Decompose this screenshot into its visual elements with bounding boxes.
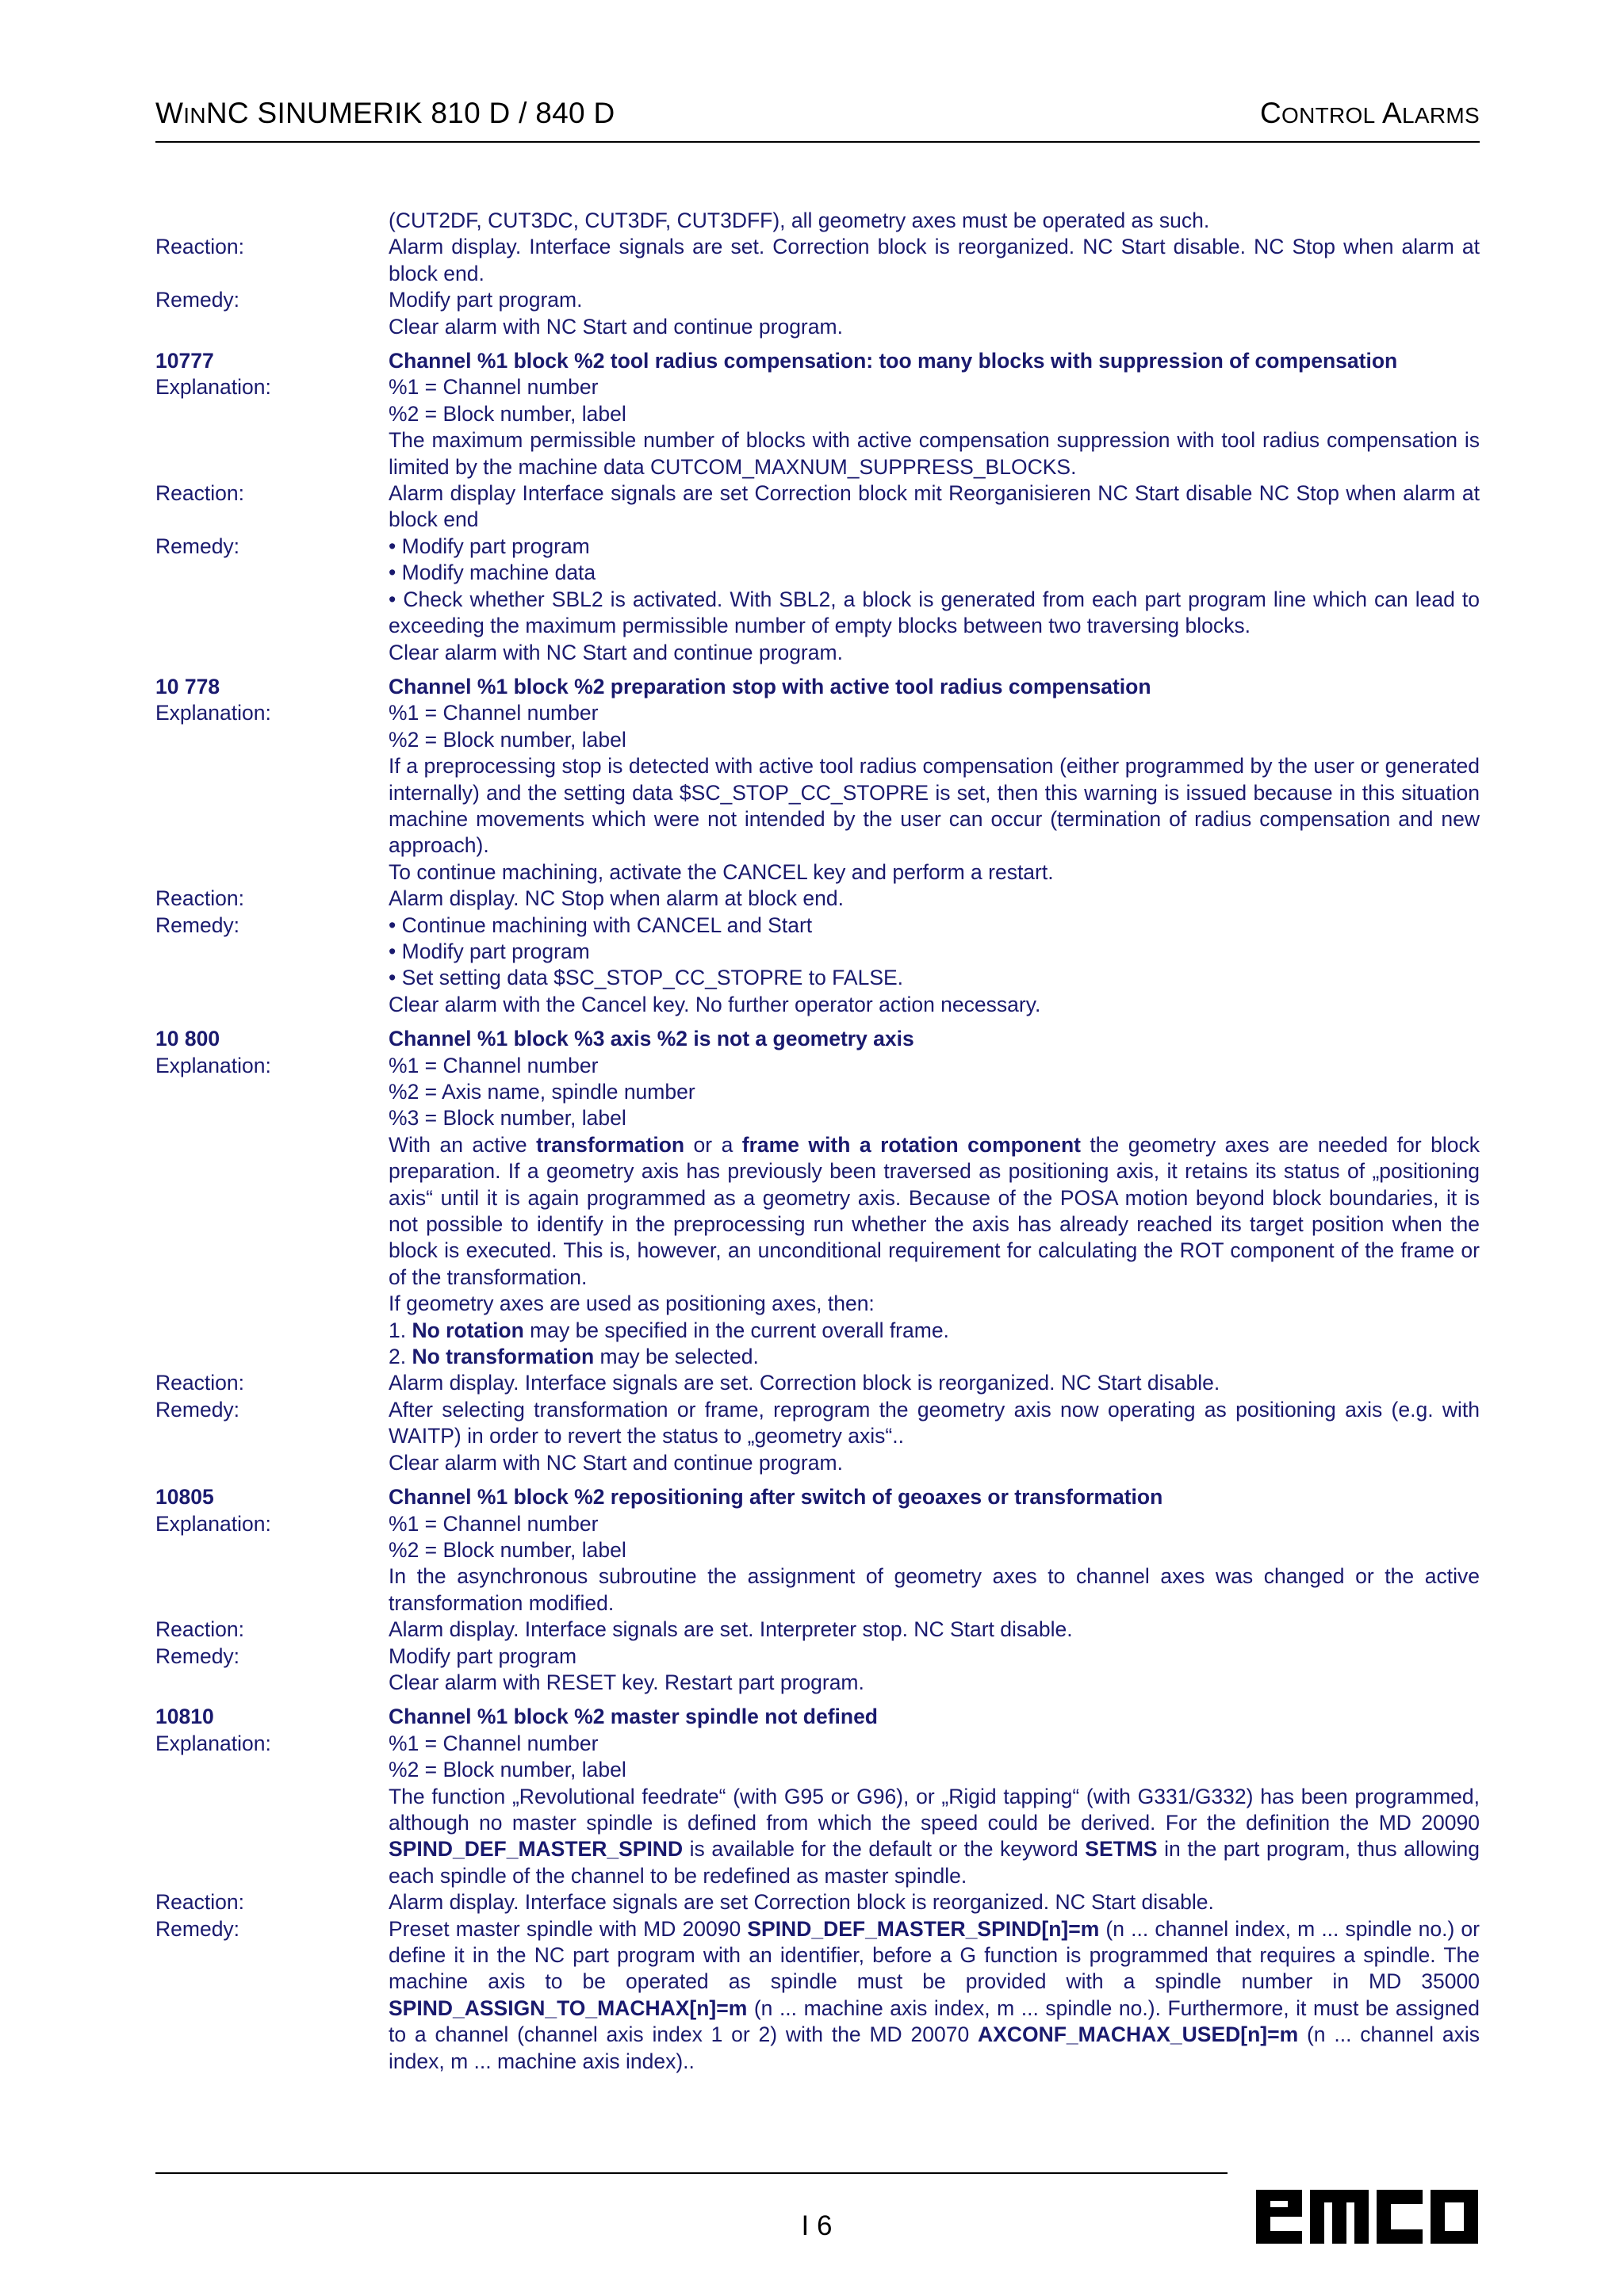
- alarm-title: Channel %1 block %2 repositioning after switch of geoaxes or transformation: [389, 1485, 1163, 1510]
- alarm-heading: [155, 1026, 1480, 1052]
- alarm-heading: [155, 1704, 1480, 1730]
- alarm-entry: [155, 1026, 1480, 1476]
- reaction-row: Reaction: Alarm display. Interface signals are set Correction block is reorganized. NC Start disable.: [155, 1890, 1214, 1915]
- explanation-row: Explanation: %1 = Channel number %2 = Block number, label The function „Revolutional feedrate“ (with G95 or G96), or „Rigid tapping“ (with G331/G332) has been programmed, although no master spindle is defined from which the speed could be derived. For the definition the MD 20090 SPIND_DEF_MASTER_SPIND is available for the default or the keyword SETMS in the part program, thus allowing each spindle of the channel to be redefined as master spindle.: [155, 1731, 1480, 1888]
- alarm-title: Channel %1 block %2 master spindle not defined: [389, 1705, 878, 1729]
- alarm-entry: [155, 348, 1480, 666]
- continuation-row: [155, 208, 1480, 234]
- alarm-entry: [155, 1704, 1480, 2075]
- explanation-row: Explanation: %1 = Channel number %2 = Axis name, spindle number %3 = Block number, label With an active transformation or a frame with a rotation component the geometry axes are needed for block preparation. If a geometry axis has previously been traversed as positioning axis, it retains its status of „positioning axis“ until it is again programmed as a geometry axis. Because of the POSA motion beyond block boundaries, it is not possible to identify in the preprocessing run whether the axis has already reached its target position when the block is executed. This is, however, an unconditional requirement for calculating the ROT component of the frame or of the transformation. If geometry axes are used as positioning axes, then: 1. No rotation may be specified in the current overall frame. 2. No transformation may be selected.: [155, 1053, 1480, 1369]
- remedy-row: Remedy: After selecting transformation or frame, reprogram the geometry axis now operating as positioning axis (e.g. with WAITP) in order to revert the status to „geometry axis“.. Clear alarm with NC Start and continue program.: [155, 1397, 1480, 1475]
- remedy-row: Remedy: Modify part program. Clear alarm with NC Start and continue program.: [155, 288, 843, 339]
- footer-divider: [155, 2172, 1228, 2174]
- section-title: CONTROL ALARMS: [1259, 97, 1480, 129]
- explanation-row: Explanation: %1 = Channel number %2 = Block number, label The maximum permissible number of blocks with active compensation suppression with tool radius compensation is limited by the machine data CUTCOM_MAXNUM_SUPPRESS_BLOCKS.: [155, 375, 1480, 479]
- alarm-title: Channel %1 block %2 tool radius compensation: too many blocks with suppression of compensation: [389, 349, 1398, 373]
- alarm-title: Channel %1 block %2 preparation stop with active tool radius compensation: [389, 674, 1151, 698]
- remedy-row: Remedy: Modify part program Clear alarm with RESET key. Restart part program.: [155, 1644, 864, 1694]
- alarm-heading: [155, 674, 1480, 700]
- alarm-number: 10 800: [155, 1027, 220, 1051]
- alarm-number: 10777: [155, 349, 214, 373]
- alarm-entry: [155, 674, 1480, 1018]
- reaction-row: Reaction: Alarm display. NC Stop when alarm at block end.: [155, 886, 844, 911]
- remedy-row: Remedy: • Continue machining with CANCEL and Start • Modify part program • Set setting data $SC_STOP_CC_STOPRE to FALSE. Clear alarm with the Cancel key. No further operator action necessary.: [155, 913, 1041, 1016]
- alarm-heading: [155, 1484, 1480, 1510]
- explanation-row: Explanation: %1 = Channel number %2 = Block number, label If a preprocessing stop is detected with active tool radius compensation (either programmed by the user or generated internally) and the setting data $SC_STOP_CC_STOPRE is set, then this warning is issued because in this situation machine movements which were not intended by the user can occur (termination of radius compensation and new approach). To continue machining, activate the CANCEL key and perform a restart.: [155, 701, 1480, 884]
- page-header: [155, 97, 1480, 143]
- explanation-row: Explanation: %1 = Channel number %2 = Block number, label In the asynchronous subroutine the assignment of geometry axes to channel axes was changed or the active transformation modified.: [155, 1511, 1480, 1615]
- alarm-list: [155, 208, 1480, 2075]
- continuation-text: (CUT2DF, CUT3DC, CUT3DF, CUT3DFF), all geometry axes must be operated as such.: [389, 209, 1210, 232]
- page-number: I 6: [801, 2210, 833, 2241]
- remedy-row: Remedy: • Modify part program • Modify machine data • Check whether SBL2 is activated. With SBL2, a block is generated from each part program line which can lead to exceeding the maximum permissible number of empty blocks between two traversing blocks. Clear alarm with NC Start and continue program.: [155, 534, 1480, 664]
- document-title: WINNC SINUMERIK 810 D / 840 D: [155, 97, 615, 129]
- alarm-entry: [155, 1484, 1480, 1696]
- reaction-row: Reaction: Alarm display. Interface signals are set. Correction block is reorganized. NC Start disable.: [155, 1371, 1220, 1395]
- alarm-number: 10 778: [155, 674, 220, 698]
- reaction-row: Reaction: Alarm display. Interface signals are set. Interpreter stop. NC Start disable.: [155, 1617, 1073, 1642]
- emco-logo: [1253, 2175, 1481, 2245]
- alarm-number: 10805: [155, 1485, 214, 1510]
- alarm-heading: [155, 348, 1480, 374]
- remedy-row: Remedy: Preset master spindle with MD 20090 SPIND_DEF_MASTER_SPIND[n]=m (n ... channel index, m ... spindle no.) or define it in the NC part program with an identifier, before a G function is programmed that requires a spindle. The machine axis to be operated as spindle must be provided with a spindle number in MD 35000 SPIND_ASSIGN_TO_MACHAX[n]=m (n ... machine axis index, m ... spindle no.). Furthermore, it must be assigned to a channel (channel axis index 1 or 2) with the MD 20070 AXCONF_MACHAX_USED[n]=m (n ... channel axis index, m ... machine axis index)..: [155, 1916, 1480, 2073]
- alarm-number: 10810: [155, 1705, 214, 1729]
- reaction-row: Reaction: Alarm display. Interface signals are set. Correction block is reorganized. NC Start disable. NC Stop when alarm at block end.: [155, 235, 1480, 285]
- alarm-title: Channel %1 block %3 axis %2 is not a geometry axis: [389, 1027, 914, 1051]
- reaction-row: Reaction: Alarm display Interface signals are set Correction block mit Reorganisieren NC Start disable NC Stop when alarm at block end: [155, 481, 1480, 532]
